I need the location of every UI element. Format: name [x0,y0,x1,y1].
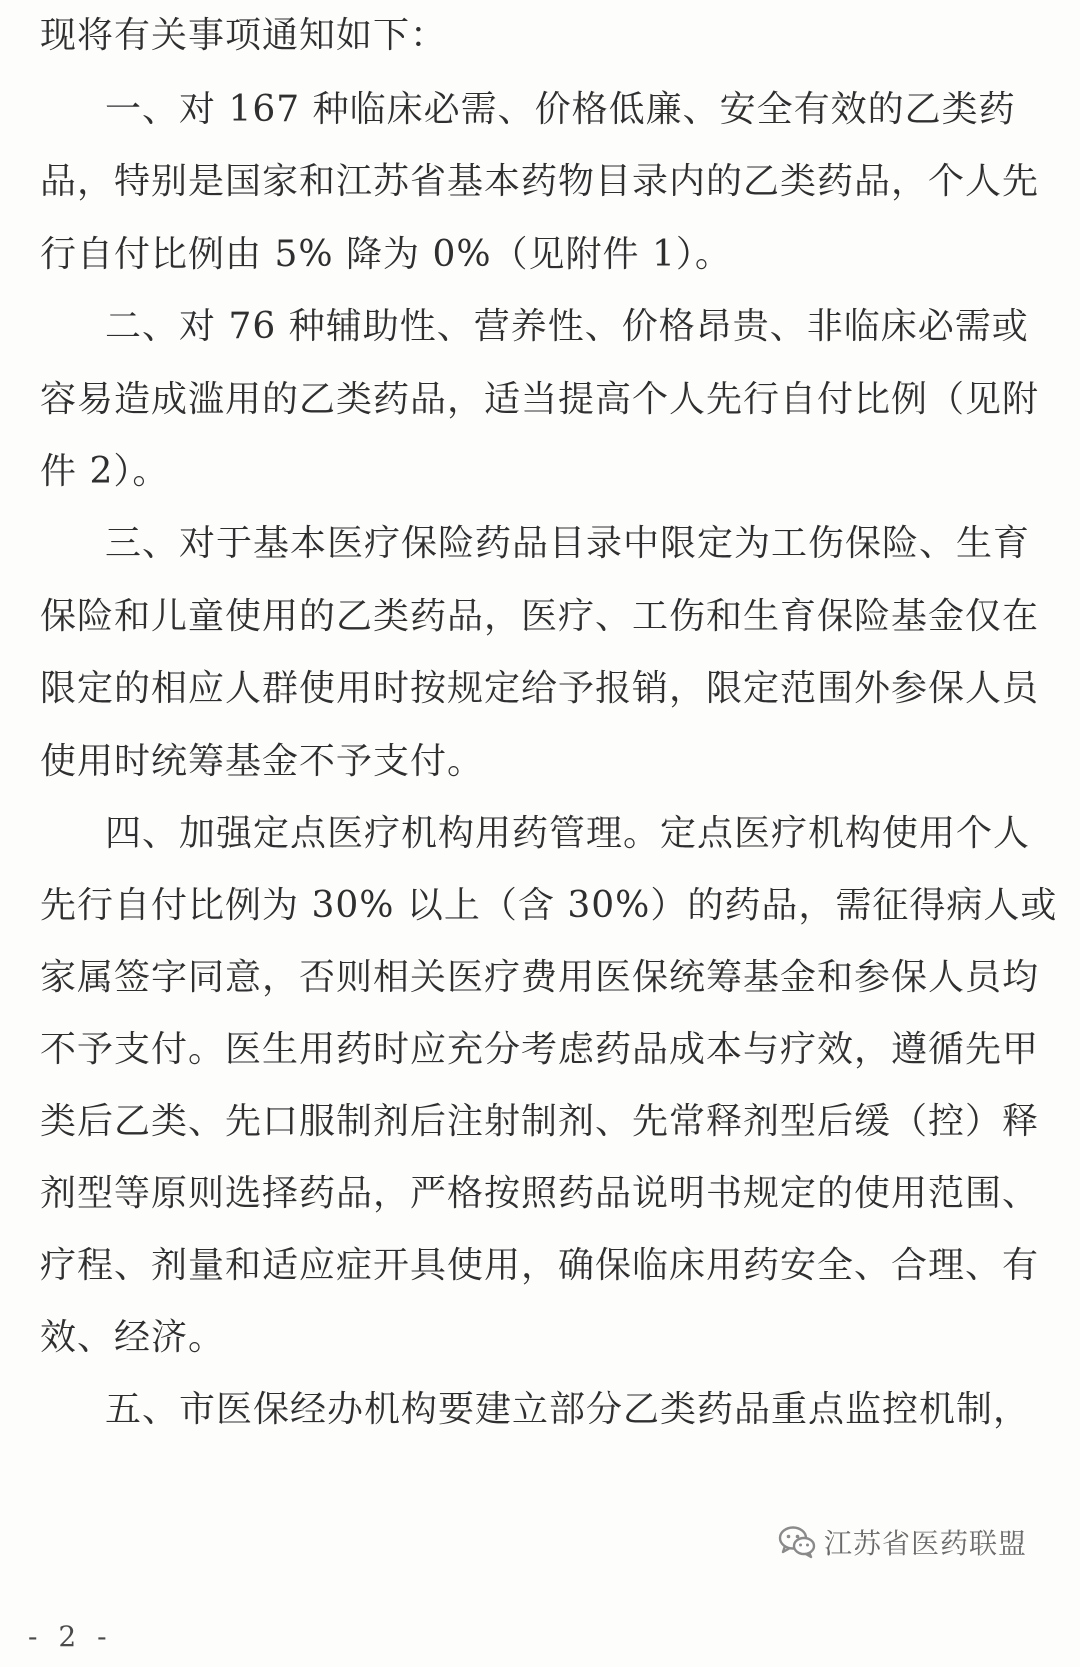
section4-line-6: 剂型等原则选择药品，严格按照药品说明书规定的使用范围、 [40,1173,1040,1214]
wechat-icon [778,1525,816,1559]
section3-line-3: 限定的相应人群使用时按规定给予报销，限定范围外参保人员 [40,668,1040,709]
section3-line-1: 三、对于基本医疗保险药品目录中限定为工伤保险、生育 [105,523,1031,564]
section4-line-2: 先行自付比例为 30% 以上（含 30%）的药品，需征得病人或 [40,885,1058,926]
section5-line-1: 五、市医保经办机构要建立部分乙类药品重点监控机制， [105,1389,1031,1430]
section4-line-8: 效、经济。 [40,1317,226,1358]
section4-line-5: 类后乙类、先口服制剂后注射制剂、先常释剂型后缓（控）释 [40,1101,1040,1142]
section1-line-3: 行自付比例由 5% 降为 0%（见附件 1）。 [40,234,732,275]
section1-line-2: 品，特别是国家和江苏省基本药物目录内的乙类药品，个人先 [40,161,1040,202]
section3-line-4: 使用时统筹基金不予支付。 [40,741,485,782]
section4-line-3: 家属签字同意，否则相关医疗费用医保统筹基金和参保人员均 [40,957,1040,998]
section2-line-3: 件 2）。 [40,451,170,492]
source-watermark [778,1520,1027,1564]
section2-line-1: 二、对 76 种辅助性、营养性、价格昂贵、非临床必需或 [105,306,1029,347]
section2-line-2: 容易造成滥用的乙类药品，适当提高个人先行自付比例（见附 [40,379,1040,420]
page-number: - 2 - [28,1620,113,1653]
section4-line-7: 疗程、剂量和适应症开具使用，确保临床用药安全、合理、有 [40,1245,1040,1286]
section4-line-1: 四、加强定点医疗机构用药管理。定点医疗机构使用个人 [105,813,1031,854]
section3-line-2: 保险和儿童使用的乙类药品，医疗、工伤和生育保险基金仅在 [40,596,1040,637]
intro-line: 现将有关事项通知如下： [40,15,448,56]
section4-line-4: 不予支付。医生用药时应充分考虑药品成本与疗效，遵循先甲 [40,1029,1040,1070]
section1-line-1: 一、对 167 种临床必需、价格低廉、安全有效的乙类药 [105,89,1016,130]
watermark-text: 江苏省医药联盟 [824,1527,1028,1560]
